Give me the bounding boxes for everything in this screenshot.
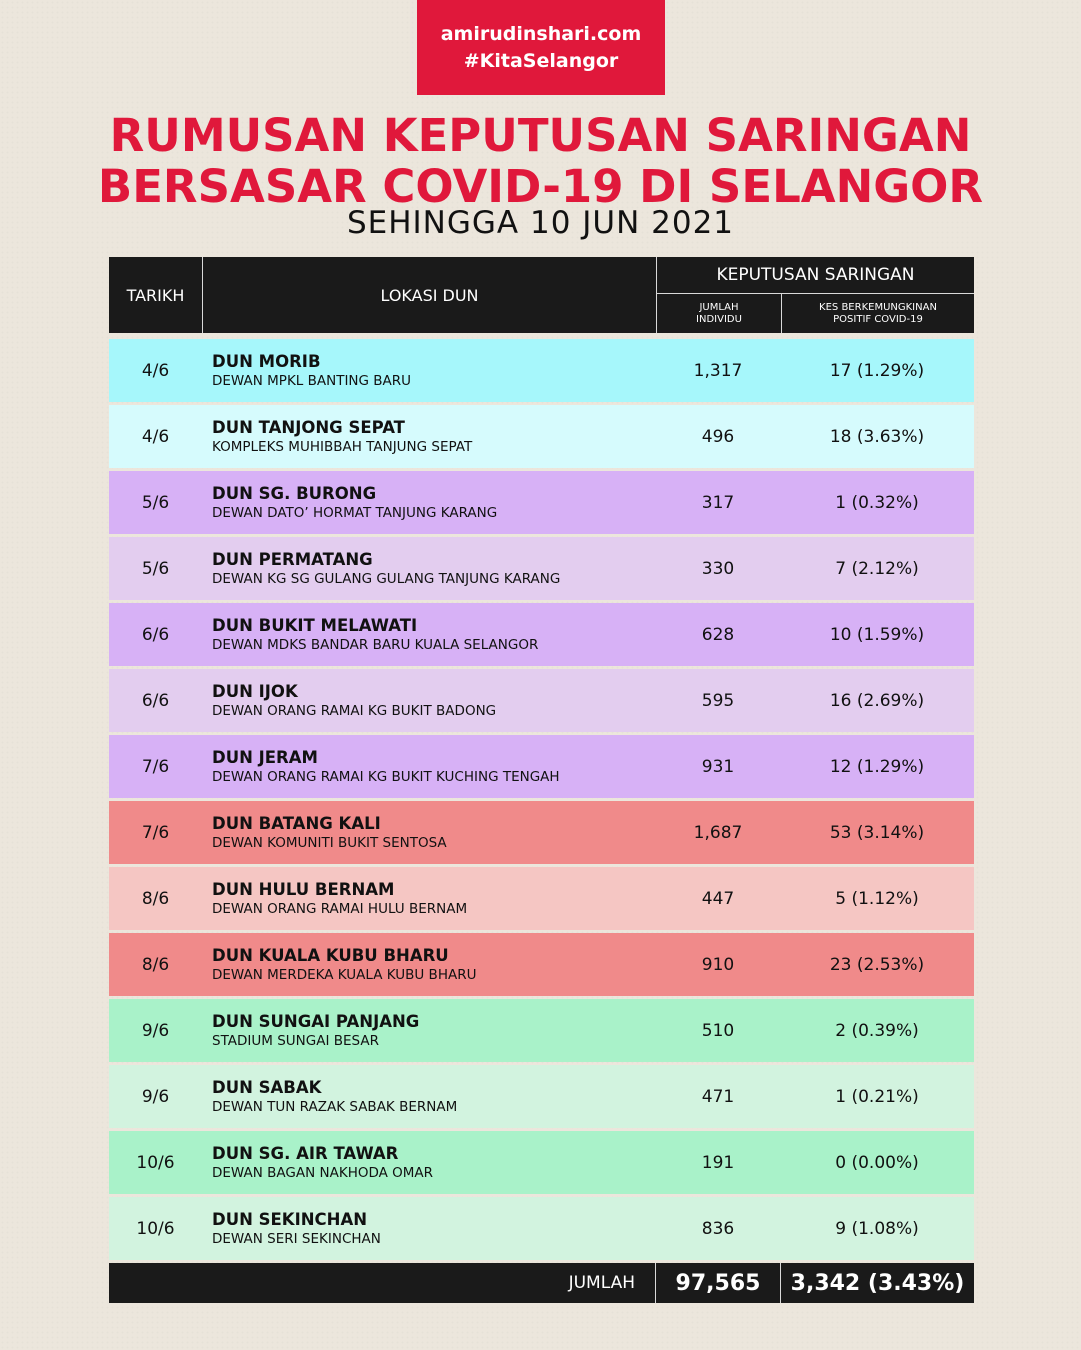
row-date: 10/6	[136, 1218, 175, 1239]
table-row	[109, 867, 974, 930]
row-individuals: 447	[701, 888, 735, 909]
row-positive-cases: 0 (0.00%)	[835, 1152, 919, 1173]
row-venue: DEWAN DATO’ HORMAT TANJUNG KARANG	[212, 504, 498, 521]
table-row	[109, 999, 974, 1062]
row-venue: DEWAN MERDEKA KUALA KUBU BHARU	[212, 966, 477, 983]
title-line-2: BERSASAR COVID-19 DI SELANGOR	[97, 160, 984, 213]
table-row	[109, 339, 974, 402]
results-table	[109, 257, 974, 1303]
row-venue: DEWAN TUN RAZAK SABAK BERNAM	[212, 1098, 458, 1115]
table-body	[109, 339, 974, 1260]
brand-badge	[417, 0, 665, 95]
row-date: 7/6	[141, 756, 170, 777]
page-subtitle: SEHINGGA 10 JUN 2021	[346, 205, 735, 241]
header-screening-group	[657, 257, 974, 333]
row-dun-name: DUN BATANG KALI	[212, 813, 381, 833]
row-positive-cases: 1 (0.32%)	[835, 492, 919, 513]
row-dun-name: DUN SEKINCHAN	[212, 1209, 368, 1229]
row-venue: DEWAN KOMUNITI BUKIT SENTOSA	[212, 834, 447, 851]
row-individuals: 836	[701, 1218, 735, 1239]
row-individuals: 595	[701, 690, 735, 711]
row-venue: DEWAN KG SG GULANG GULANG TANJUNG KARANG	[212, 570, 561, 587]
row-date: 5/6	[141, 558, 170, 579]
row-location	[202, 1011, 656, 1051]
row-dun-name: DUN MORIB	[212, 351, 321, 371]
header-screening-results: KEPUTUSAN SARINGAN	[657, 257, 974, 294]
row-individuals: 931	[701, 756, 735, 777]
row-location	[202, 615, 656, 655]
row-positive-cases: 23 (2.53%)	[829, 954, 925, 975]
row-location	[202, 1209, 656, 1249]
row-dun-name: DUN HULU BERNAM	[212, 879, 395, 899]
row-location	[202, 549, 656, 589]
row-dun-name: DUN PERMATANG	[212, 549, 373, 569]
brand-hashtag: #KitaSelangor	[463, 49, 619, 72]
row-dun-name: DUN TANJONG SEPAT	[212, 417, 405, 437]
row-dun-name: DUN SABAK	[212, 1077, 322, 1097]
row-date: 8/6	[141, 888, 170, 909]
row-positive-cases: 17 (1.29%)	[829, 360, 925, 381]
row-location	[202, 1143, 656, 1183]
table-row	[109, 801, 974, 864]
row-location	[202, 351, 656, 391]
row-location	[202, 1077, 656, 1117]
row-positive-cases: 10 (1.59%)	[829, 624, 925, 645]
row-date: 5/6	[141, 492, 170, 513]
row-positive-cases: 9 (1.08%)	[835, 1218, 919, 1239]
row-date: 4/6	[141, 360, 170, 381]
row-venue: DEWAN MPKL BANTING BARU	[212, 372, 412, 389]
header-location: LOKASI DUN	[203, 257, 657, 333]
row-dun-name: DUN SUNGAI PANJANG	[212, 1011, 420, 1031]
row-individuals: 628	[701, 624, 735, 645]
table-row	[109, 669, 974, 732]
row-positive-cases: 7 (2.12%)	[835, 558, 919, 579]
row-dun-name: DUN BUKIT MELAWATI	[212, 615, 418, 635]
row-individuals: 191	[701, 1152, 735, 1173]
table-row	[109, 1065, 974, 1128]
row-individuals: 471	[701, 1086, 735, 1107]
header-positive-cases: KES BERKEMUNGKINAN POSITIF COVID-19	[819, 301, 937, 325]
row-venue: DEWAN BAGAN NAKHODA OMAR	[212, 1164, 434, 1181]
row-positive-cases: 1 (0.21%)	[835, 1086, 919, 1107]
row-individuals: 496	[701, 426, 735, 447]
brand-website: amirudinshari.com	[440, 22, 642, 45]
row-positive-cases: 5 (1.12%)	[835, 888, 919, 909]
header-subcolumns	[657, 294, 974, 333]
row-individuals: 330	[701, 558, 735, 579]
row-venue: DEWAN ORANG RAMAI KG BUKIT KUCHING TENGAH	[212, 768, 560, 785]
row-date: 9/6	[141, 1020, 170, 1041]
row-dun-name: DUN SG. AIR TAWAR	[212, 1143, 399, 1163]
row-location	[202, 813, 656, 853]
row-dun-name: DUN KUALA KUBU BHARU	[212, 945, 449, 965]
row-individuals: 1,317	[693, 360, 743, 381]
row-dun-name: DUN SG. BURONG	[212, 483, 377, 503]
row-venue: DEWAN MDKS BANDAR BARU KUALA SELANGOR	[212, 636, 539, 653]
row-date: 9/6	[141, 1086, 170, 1107]
row-date: 6/6	[141, 624, 170, 645]
table-row	[109, 405, 974, 468]
table-row	[109, 603, 974, 666]
row-location	[202, 681, 656, 721]
row-date: 4/6	[141, 426, 170, 447]
row-location	[202, 417, 656, 457]
header-individuals: JUMLAH INDIVIDU	[657, 294, 782, 333]
row-positive-cases: 12 (1.29%)	[829, 756, 925, 777]
row-venue: DEWAN ORANG RAMAI KG BUKIT BADONG	[212, 702, 497, 719]
table-row	[109, 1131, 974, 1194]
table-total-row	[109, 1263, 974, 1303]
row-venue: KOMPLEKS MUHIBBAH TANJUNG SEPAT	[212, 438, 473, 455]
header-date: TARIKH	[109, 257, 203, 333]
row-dun-name: DUN IJOK	[212, 681, 298, 701]
table-row	[109, 735, 974, 798]
row-location	[202, 879, 656, 919]
total-label: JUMLAH	[109, 1263, 656, 1303]
row-date: 6/6	[141, 690, 170, 711]
table-row	[109, 933, 974, 996]
row-date: 10/6	[136, 1152, 175, 1173]
title-line-1: RUMUSAN KEPUTUSAN SARINGAN	[109, 109, 972, 162]
total-positive: 3,342 (3.43%)	[790, 1270, 965, 1296]
row-venue: STADIUM SUNGAI BESAR	[212, 1032, 379, 1049]
row-positive-cases: 18 (3.63%)	[829, 426, 925, 447]
row-date: 7/6	[141, 822, 170, 843]
table-row	[109, 471, 974, 534]
total-individuals: 97,565	[656, 1263, 781, 1303]
row-location	[202, 747, 656, 787]
table-row	[109, 537, 974, 600]
row-individuals: 910	[701, 954, 735, 975]
row-individuals: 317	[701, 492, 735, 513]
row-venue: DEWAN SERI SEKINCHAN	[212, 1230, 381, 1247]
row-positive-cases: 16 (2.69%)	[829, 690, 925, 711]
row-dun-name: DUN JERAM	[212, 747, 318, 767]
table-row	[109, 1197, 974, 1260]
row-individuals: 510	[701, 1020, 735, 1041]
row-date: 8/6	[141, 954, 170, 975]
row-location	[202, 945, 656, 985]
table-header	[109, 257, 974, 333]
row-individuals: 1,687	[693, 822, 743, 843]
row-positive-cases: 2 (0.39%)	[835, 1020, 919, 1041]
row-location	[202, 483, 656, 523]
row-positive-cases: 53 (3.14%)	[829, 822, 925, 843]
page-title	[0, 110, 1081, 212]
row-venue: DEWAN ORANG RAMAI HULU BERNAM	[212, 900, 468, 917]
